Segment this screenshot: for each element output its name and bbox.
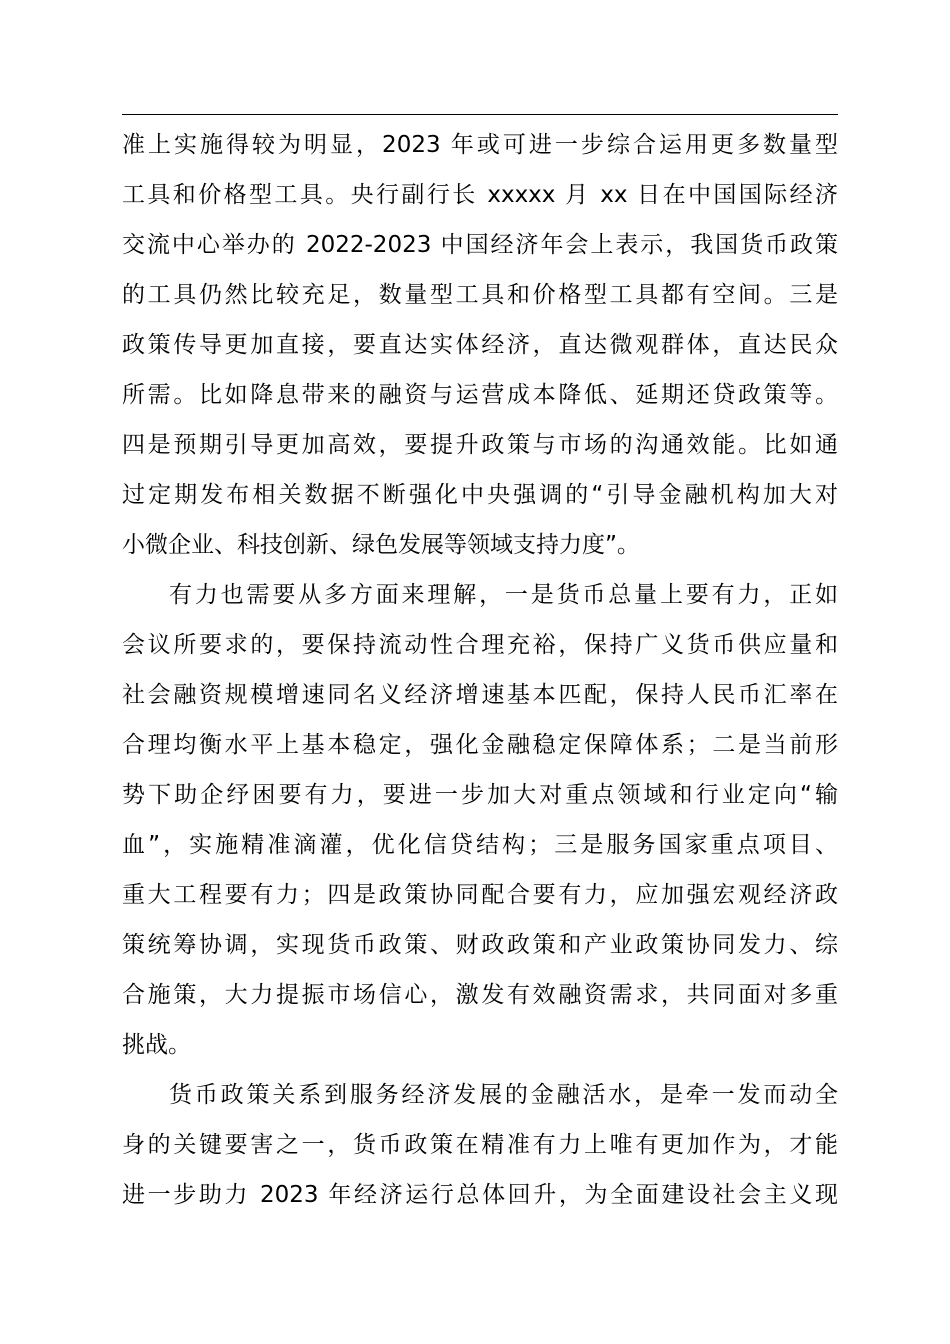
- paragraph: [122, 120, 838, 570]
- text-line: 小微企业、科技创新、绿色发展等领域支持力度”。: [122, 532, 640, 558]
- text-line: 四是预期引导更加高效，要提升政策与市场的沟通效能。比如通: [122, 432, 838, 458]
- text-line: 货币政策关系到服务经济发展的金融活水，是牵一发而动全: [169, 1082, 838, 1108]
- text-line: 会议所要求的，要保持流动性合理充裕，保持广义货币供应量和: [122, 632, 838, 658]
- text-line: 准上实施得较为明显，2023 年或可进一步综合运用更多数量型: [122, 132, 838, 158]
- text-line: 有力也需要从多方面来理解，一是货币总量上要有力，正如: [169, 582, 838, 608]
- text-line: 社会融资规模增速同名义经济增速基本匹配，保持人民币汇率在: [122, 682, 838, 708]
- text-line: 身的关键要害之一，货币政策在精准有力上唯有更加作为，才能: [122, 1132, 838, 1158]
- document-body: [122, 120, 838, 1220]
- paragraph: [122, 570, 838, 1070]
- text-line: 血”，实施精准滴灌，优化信贷结构；三是服务国家重点项目、: [122, 832, 838, 858]
- text-line: 过定期发布相关数据不断强化中央强调的“引导金融机构加大对: [122, 482, 838, 508]
- text-line: 合理均衡水平上基本稳定，强化金融稳定保障体系；二是当前形: [122, 732, 838, 758]
- text-line: 策统筹协调，实现货币政策、财政政策和产业政策协同发力、综: [122, 932, 838, 958]
- text-line: 进一步助力 2023 年经济运行总体回升，为全面建设社会主义现: [122, 1182, 838, 1208]
- text-line: 合施策，大力提振市场信心，激发有效融资需求，共同面对多重: [122, 982, 838, 1008]
- header-rule: [122, 114, 838, 115]
- text-line: 重大工程要有力；四是政策协同配合要有力，应加强宏观经济政: [122, 882, 838, 908]
- text-line: 所需。比如降息带来的融资与运营成本降低、延期还贷政策等。: [122, 382, 838, 408]
- text-line: 的工具仍然比较充足，数量型工具和价格型工具都有空间。三是: [122, 282, 838, 308]
- text-line: 挑战。: [122, 1032, 191, 1058]
- text-line: 交流中心举办的 2022-2023 中国经济年会上表示，我国货币政策: [122, 232, 838, 258]
- text-line: 工具和价格型工具。央行副行长 xxxxx 月 xx 日在中国国际经济: [122, 182, 838, 208]
- text-line: 势下助企纾困要有力，要进一步加大对重点领域和行业定向“输: [122, 782, 838, 808]
- text-line: 政策传导更加直接，要直达实体经济，直达微观群体，直达民众: [122, 332, 838, 358]
- paragraph: [122, 1070, 838, 1220]
